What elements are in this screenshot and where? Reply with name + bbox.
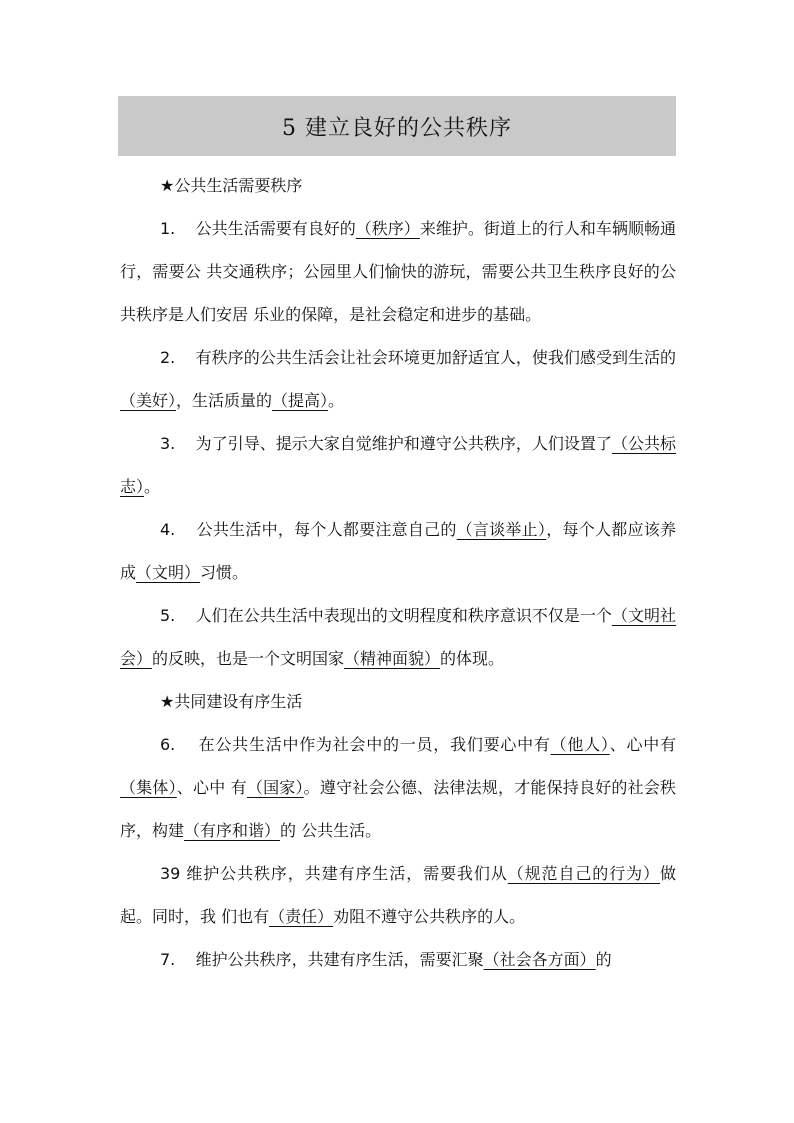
answer-blank: （集体） xyxy=(120,778,177,797)
list-item: 5. 人们在公共生活中表现出的文明程度和秩序意识不仅是一个（文明社会）的反映，也是一个文明国家（精神面貌）的体现。 xyxy=(120,606,676,668)
answer-blank: （文明） xyxy=(136,563,201,582)
list-item: 39 维护公共秩序，共建有序生活，需要我们从（规范自己的行为）做起。同时，我 们也有（责任）劝阻不遵守公共秩序的人。 xyxy=(120,864,676,926)
answer-blank: （社会各方面） xyxy=(483,950,596,969)
document-body xyxy=(120,164,676,981)
page-title: 5 建立良好的公共秩序 xyxy=(282,115,512,141)
answer-blank: （文明社会） xyxy=(120,606,676,668)
list-item: 2. 有秩序的公共生活会让社会环境更加舒适宜人，使我们感受到生活的（美好），生活质量的（提高）。 xyxy=(120,348,676,410)
list-item: 7. 维护公共秩序，共建有序生活，需要汇聚（社会各方面）的 xyxy=(160,950,612,969)
answer-blank: （规范自己的行为） xyxy=(507,864,660,883)
answer-blank: （有序和谐） xyxy=(184,821,281,840)
answer-blank: （言谈举止） xyxy=(456,520,547,539)
section-heading: ★公共生活需要秩序 xyxy=(160,176,303,195)
answer-blank: （国家） xyxy=(246,778,304,797)
answer-blank: （他人） xyxy=(550,735,610,754)
answer-blank: （秩序） xyxy=(355,219,420,238)
list-item: 1. 公共生活需要有良好的（秩序）来维护。街道上的行人和车辆顺畅通行，需要公 共交通秩序；公园里人们愉快的游玩，需要公共卫生秩序良好的公共秩序是人们安居 乐业的保障，是社会稳定和进步的基础。 xyxy=(120,219,676,324)
answer-blank: （精神面貌） xyxy=(344,649,441,668)
section-heading: ★共同建设有序生活 xyxy=(160,692,303,711)
list-item: 6. 在公共生活中作为社会中的一员，我们要心中有（他人）、心中有（集体）、心中 有（国家）。遵守社会公德、法律法规，才能保持良好的社会秩序，构建（有序和谐）的 公共生活。 xyxy=(120,735,676,840)
title-bar xyxy=(118,96,676,156)
list-item: 4. 公共生活中，每个人都要注意自己的（言谈举止），每个人都应该养成（文明）习惯。 xyxy=(120,520,676,582)
answer-blank: （提高） xyxy=(272,391,329,410)
answer-blank: （美好） xyxy=(120,391,177,410)
answer-blank: （公共标志） xyxy=(120,434,676,496)
answer-blank: （责任） xyxy=(269,907,334,926)
list-item: 3. 为了引导、提示大家自觉维护和遵守公共秩序，人们设置了（公共标志）。 xyxy=(120,434,676,496)
